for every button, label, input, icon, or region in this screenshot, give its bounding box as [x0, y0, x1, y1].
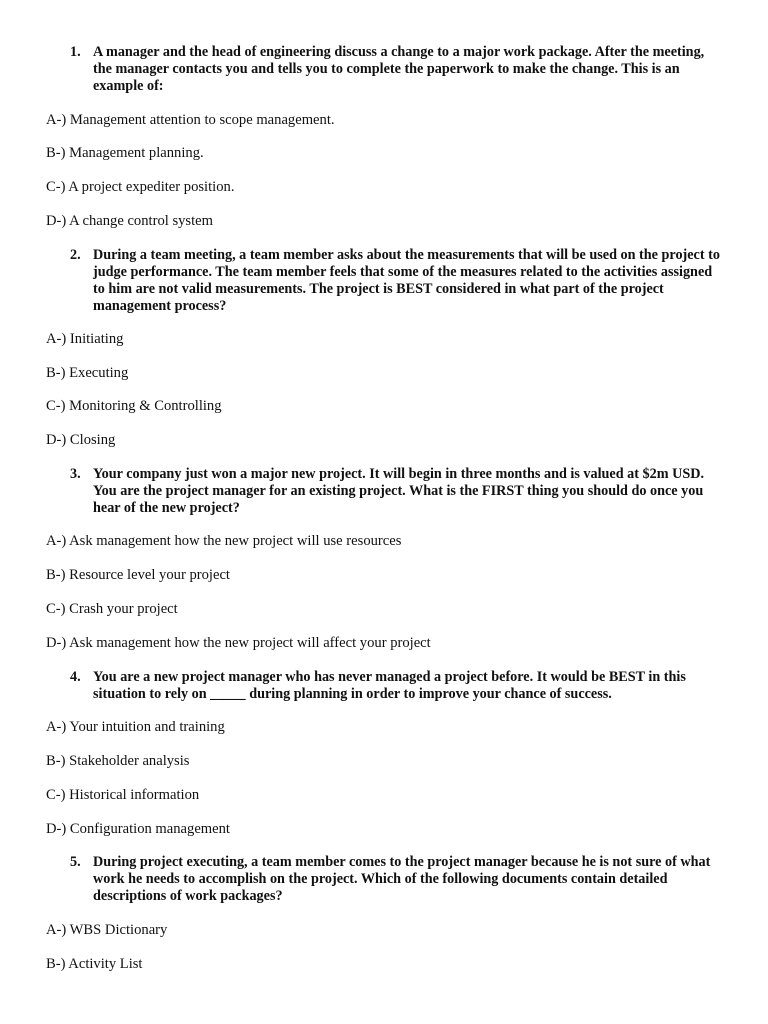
q1-option-b: B-) Management planning. — [46, 145, 204, 161]
question-text: You are a new project manager who has never managed a project before. It would be BEST in this situation to rely on _____ during planning in order to improve your chance of success. — [93, 669, 686, 702]
q4-option-c: C-) Historical information — [46, 787, 200, 803]
question-number: 2. — [70, 247, 81, 263]
question-number: 1. — [70, 44, 81, 60]
question-number: 5. — [70, 854, 81, 870]
q4-option-a: A-) Your intuition and training — [46, 719, 225, 735]
question-text: During project executing, a team member comes to the project manager because he is not sure of what work he needs to accomplish on the project. Which of the following documents contain detailed descriptions of work packages? — [93, 854, 711, 904]
question-text: A manager and the head of engineering discuss a change to a major work package. After the meeting, the manager contacts you and tells you to complete the paperwork to make the change. This is an example of: — [93, 44, 705, 94]
q3-option-a: A-) Ask management how the new project will use resources — [46, 533, 402, 549]
question-2 — [70, 247, 722, 315]
question-3 — [70, 466, 722, 517]
q2-option-c: C-) Monitoring & Controlling — [46, 398, 222, 414]
q2-option-a: A-) Initiating — [46, 331, 124, 347]
q3-option-d: D-) Ask management how the new project will affect your project — [46, 635, 431, 651]
q5-option-b: B-) Activity List — [46, 956, 143, 972]
q5-option-a: A-) WBS Dictionary — [46, 922, 168, 938]
question-text: During a team meeting, a team member asks about the measurements that will be used on the project to judge performance. The team member feels that some of the measures related to the activities assigned to him are not valid measurements. The project is BEST considered in what part of the project management process? — [93, 247, 720, 314]
q3-option-b: B-) Resource level your project — [46, 567, 230, 583]
question-4 — [70, 669, 722, 703]
question-text: Your company just won a major new project. It will begin in three months and is valued at $2m USD. You are the project manager for an existing project. What is the FIRST thing you should do once you hear of the new project? — [93, 466, 705, 516]
q1-option-d: D-) A change control system — [46, 213, 213, 229]
q2-option-d: D-) Closing — [46, 432, 116, 448]
q3-option-c: C-) Crash your project — [46, 601, 178, 617]
q4-option-b: B-) Stakeholder analysis — [46, 753, 190, 769]
q1-option-a: A-) Management attention to scope management. — [46, 112, 335, 128]
q2-option-b: B-) Executing — [46, 365, 129, 381]
question-1 — [70, 44, 722, 95]
q1-option-c: C-) A project expediter position. — [46, 179, 235, 195]
question-5 — [70, 854, 722, 905]
question-number: 3. — [70, 466, 81, 482]
q4-option-d: D-) Configuration management — [46, 821, 230, 837]
question-number: 4. — [70, 669, 81, 685]
